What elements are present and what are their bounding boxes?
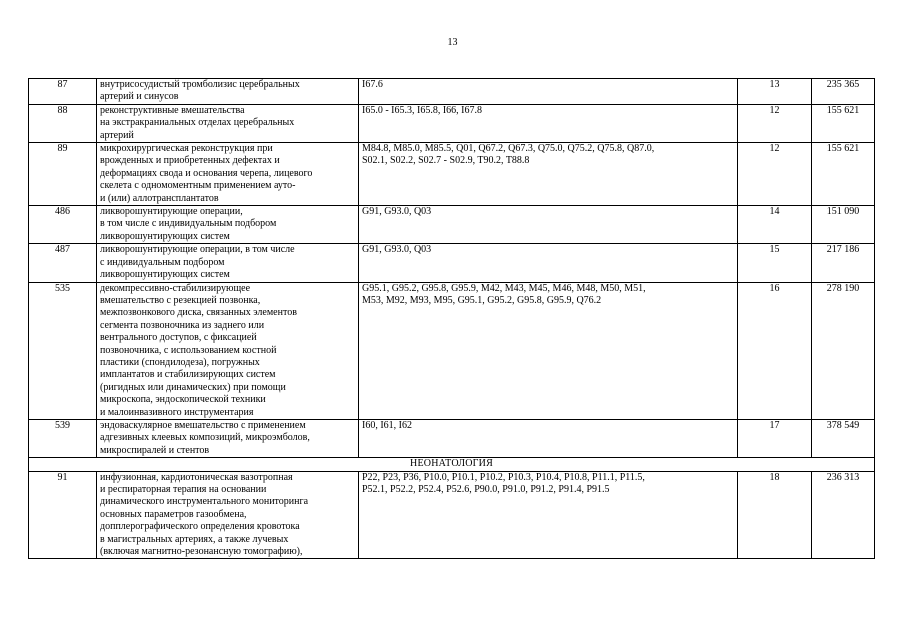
price-value: 217 186 <box>812 244 875 282</box>
procedure-name: декомпрессивно-стабилизирующее вмешательство с резекцией позвонка, межпозвонкового диска, связанных элементов сегмента позвоночника из заднего или вентрального доступов, с фиксацией позвоночника, с использованием костной пластики (спондилодеза), погружных имплантатов и стабилизирующих систем (ригидных или динамических) при помощи микроскопа, эндоскопической техники и малоинвазивного инструментария <box>97 282 359 419</box>
diagnosis-codes: I65.0 - I65.3, I65.8, I66, I67.8 <box>359 104 738 142</box>
section-title: НЕОНАТОЛОГИЯ <box>29 458 875 471</box>
row-number: 88 <box>29 104 97 142</box>
row-number: 539 <box>29 419 97 457</box>
procedures-table <box>28 78 875 559</box>
diagnosis-codes: I60, I61, I62 <box>359 419 738 457</box>
procedure-name: реконструктивные вмешательства на экстракраниальных отделах церебральных артерий <box>97 104 359 142</box>
table-row <box>29 471 875 559</box>
table-row <box>29 206 875 244</box>
row-number: 91 <box>29 471 97 559</box>
row-number: 87 <box>29 79 97 105</box>
price-value: 155 621 <box>812 104 875 142</box>
row-number: 487 <box>29 244 97 282</box>
diagnosis-codes: I67.6 <box>359 79 738 105</box>
model-number: 16 <box>738 282 812 419</box>
model-number: 13 <box>738 79 812 105</box>
procedure-name: инфузионная, кардиотоническая вазотропная и респираторная терапия на основании динамического инструментального мониторинга основных параметров газообмена, допплерографического определения кровотока в магистральных артериях, а также лучевых (включая магнитно-резонансную томографию), <box>97 471 359 559</box>
section-header-row <box>29 458 875 471</box>
row-number: 486 <box>29 206 97 244</box>
table-row <box>29 79 875 105</box>
price-value: 236 313 <box>812 471 875 559</box>
row-number: 535 <box>29 282 97 419</box>
price-value: 155 621 <box>812 143 875 206</box>
procedure-name: внутрисосудистый тромболизис церебральных артерий и синусов <box>97 79 359 105</box>
model-number: 15 <box>738 244 812 282</box>
price-value: 278 190 <box>812 282 875 419</box>
diagnosis-codes: M84.8, M85.0, M85.5, Q01, Q67.2, Q67.3, Q75.0, Q75.2, Q75.8, Q87.0, S02.1, S02.2, S02.7 - S02.9, T90.2, T88.8 <box>359 143 738 206</box>
procedure-name: ликворошунтирующие операции, в том числе с индивидуальным подбором ликворошунтирующих систем <box>97 206 359 244</box>
model-number: 17 <box>738 419 812 457</box>
price-value: 151 090 <box>812 206 875 244</box>
procedure-name: эндоваскулярное вмешательство с применением адгезивных клеевых композиций, микроэмболов, микроспиралей и стентов <box>97 419 359 457</box>
table-row <box>29 419 875 457</box>
model-number: 12 <box>738 143 812 206</box>
model-number: 14 <box>738 206 812 244</box>
procedure-name: ликворошунтирующие операции, в том числе с индивидуальным подбором ликворошунтирующих систем <box>97 244 359 282</box>
table-row <box>29 104 875 142</box>
diagnosis-codes: G91, G93.0, Q03 <box>359 244 738 282</box>
diagnosis-codes: G91, G93.0, Q03 <box>359 206 738 244</box>
diagnosis-codes: G95.1, G95.2, G95.8, G95.9, M42, M43, M45, M46, M48, M50, M51, M53, M92, M93, M95, G95.1, G95.2, G95.8, G95.9, Q76.2 <box>359 282 738 419</box>
table-row <box>29 143 875 206</box>
table-row <box>29 244 875 282</box>
diagnosis-codes: P22, P23, P36, P10.0, P10.1, P10.2, P10.3, P10.4, P10.8, P11.1, P11.5, P52.1, P52.2, P52.4, P52.6, P90.0, P91.0, P91.2, P91.4, P91.5 <box>359 471 738 559</box>
model-number: 18 <box>738 471 812 559</box>
table-row <box>29 282 875 419</box>
page-number: 13 <box>447 37 458 48</box>
price-value: 235 365 <box>812 79 875 105</box>
price-value: 378 549 <box>812 419 875 457</box>
model-number: 12 <box>738 104 812 142</box>
row-number: 89 <box>29 143 97 206</box>
procedure-name: микрохирургическая реконструкция при врожденных и приобретенных дефектах и деформациях свода и основания черепа, лицевого скелета с одномоментным применением ауто- и (или) аллотрансплантатов <box>97 143 359 206</box>
